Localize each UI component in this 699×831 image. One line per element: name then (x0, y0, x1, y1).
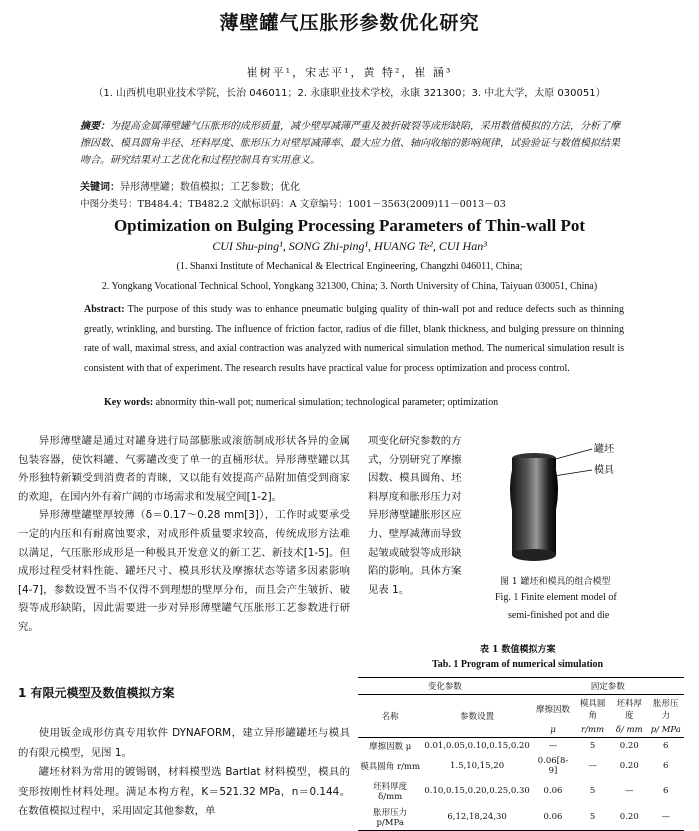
table-title-cn: 表 1 数值模拟方案 (480, 645, 556, 655)
pot-bottom (512, 549, 556, 561)
authors-cn: 崔树平¹，宋志平¹，黄 特²，崔 涵³ (246, 66, 453, 79)
col-header-pressure: 胀形压力 (652, 699, 679, 721)
pot-body (510, 458, 558, 560)
table-title-en: Tab. 1 Program of numerical simulation (432, 659, 604, 670)
keywords-cn (80, 179, 625, 196)
unit-friction: μ (532, 723, 574, 738)
table-row: 摩擦因数 μ 0.01,0.05,0.10,0.15,0.20 — 5 0.20 6 (369, 741, 669, 752)
keywords-en-text: abnormity thin-wall pot; numerical simulation; technological parameter; optimization (155, 397, 499, 408)
body-paragraph-4: 罐坯材料为常用的镀锡钢，材料模型选 Bartlat 材料模型，模具的变形按刚性材料处理。满足本构方程，K＝521.32 MPa，n＝0.144。在数值模拟过程中，采用固定其他参数，单 (18, 766, 350, 817)
table-row: 模具圆角 r/mm 1.5,10,15,20 0.06[8-9] — 0.20 6 (360, 756, 669, 776)
body-paragraph-2: 异形薄壁罐壁厚较薄（δ＝0.17～0.28 mm[3]），工作时或要承受一定的内压和有耐腐蚀要求，对成形件质量要求较高，传统成形方法难以满足，气压胀形成形是一种极具开发意义的新工艺、新技术[1-5]。但成形过程受材料性能、罐坯尺寸、模具形状及摩擦状态等诸多因素影响[4-7]，参数设置不当不仅得不到理想的壁厚分布，而且会产生皱折、破裂等成形缺陷，因此需要进一步对异形薄壁罐气压胀形工艺参数进行研究。 (18, 509, 350, 633)
keywords-cn-label: 关键词： (80, 182, 120, 193)
abstract-en-text: The purpose of this study was to enhance pneumatic bulging quality of thin-wall pot and reduce defects such as thinning greatly, wrinkling, and bursting. The influence of friction factor, radius of die fillet, blank thickness, and bulging pressure on thinning rate of wall, maximal stress, and axial contraction was analyzed with numerical simulation method. The numerical simulation result is consistent with that of experiment. The research results have practical value for process optimization and process control. (84, 304, 624, 374)
keywords-en (104, 397, 498, 408)
figure-label-die: 模具 (594, 465, 614, 476)
unit-thickness: δ/ mm (611, 723, 647, 738)
section-1-heading: 1 有限元模型及数值模拟方案 (18, 686, 175, 700)
affiliations-cn: （1. 山西机电职业技术学院，长治 046011；2. 永康职业技术学校，永康 321300；3. 中北大学，太原 030051） (93, 88, 606, 99)
table-row: 坯料厚度 δ/mm 0.10,0.15,0.20,0.25,0.30 0.06 5 — 6 (373, 782, 669, 802)
col-header-friction: 摩擦因数 (535, 705, 570, 715)
fem-model-illustration (500, 440, 620, 580)
figure-1 (500, 440, 620, 580)
figure-label-pot: 罐坯 (594, 444, 614, 455)
col-header-radius: 模具圆角 (579, 699, 606, 721)
keywords-cn-text: 异形薄壁罐；数值模拟；工艺参数；优化 (120, 182, 300, 193)
col-header-setting: 参数设置 (422, 695, 531, 738)
col-header-thickness: 坯料厚度 (616, 699, 643, 721)
unit-radius: r/mm (574, 723, 611, 738)
keywords-en-label: Key words: (104, 397, 154, 408)
affiliation-en-2: 2. Yongkang Vocational Technical School, Yongkang 321300, China; 3. North University of China, Taiyuan 030051, China) (101, 281, 598, 292)
simulation-table (358, 677, 684, 831)
figure-caption-cn: 图 1 罐坯和模具的组合模型 (500, 577, 611, 587)
figure-caption-en-2: semi-finished pot and die (508, 610, 610, 621)
class-info-cn: 中图分类号：TB484.4；TB482.2 文献标识码：A 文章编号：1001－3563(2009)11－0013－03 (80, 199, 506, 210)
abstract-en-label: Abstract: (84, 304, 125, 315)
unit-pressure: p/ MPa (648, 723, 685, 738)
abstract-en (84, 300, 624, 378)
authors-en: CUI Shu-ping¹, SONG Zhi-ping¹, HUANG Te², CUI Han³ (212, 239, 487, 253)
body-paragraph-3: 使用钣金成形仿真专用软件 DYNAFORM，建立异形罐罐坯与模具的有限元模型，见图 1。 (18, 727, 350, 759)
abstract-cn-text: 为提高金属薄壁罐气压胀形的成形质量，减少壁厚减薄严重及被折破裂等成形缺陷，采用数值模拟的方法，分析了摩擦因数、模具圆角半径、坯料厚度、胀形压力对壁厚减薄率、最大应力值、轴向收缩的影响规律，试验验证与数值模拟结果吻合。研究结果对工艺优化和过程控制具有实用意义。 (80, 121, 620, 166)
paper-title-cn: 薄壁罐气压胀形参数优化研究 (219, 12, 480, 34)
abstract-cn (80, 118, 625, 169)
body-left-column-2 (18, 724, 350, 822)
group-header-variable: 变化参数 (358, 678, 532, 695)
body-paragraph-1: 异形薄壁罐是通过对罐身进行局部膨胀或滚筋制成形状各异的金属包装容器，使饮料罐、气雾罐改变了单一的直桶形状。异形薄壁罐以其外形独特新颖受到消费者的青睐，又以能有效提高产品附加值受到商家的欢迎，在国内外有着广阔的市场需求和发展空间[1-2]。 (18, 435, 350, 503)
paper-title-en: Optimization on Bulging Processing Parameters of Thin-wall Pot (113, 216, 586, 235)
abstract-cn-label: 摘要： (80, 121, 110, 132)
body-right-column: 项变化研究参数的方式，分别研究了摩擦因数、模具圆角、坯料厚度和胀形压力对异形薄壁罐胀形区应力、壁厚减薄而导致起皱或破裂等成形缺陷的影响。具体方案见表 1。 (368, 435, 462, 596)
table-row: 胀形压力 p/MPa 6,12,18,24,30 0.06 5 0.20 — (358, 804, 684, 831)
group-header-fixed: 固定参数 (532, 678, 684, 695)
body-left-column (18, 432, 350, 637)
col-header-name: 名称 (358, 695, 422, 738)
figure-caption-en-1: Fig. 1 Finite element model of (495, 592, 617, 603)
affiliation-en-1: (1. Shanxi Institute of Mechanical & Electrical Engineering, Changzhi 046011, China; (176, 261, 523, 272)
